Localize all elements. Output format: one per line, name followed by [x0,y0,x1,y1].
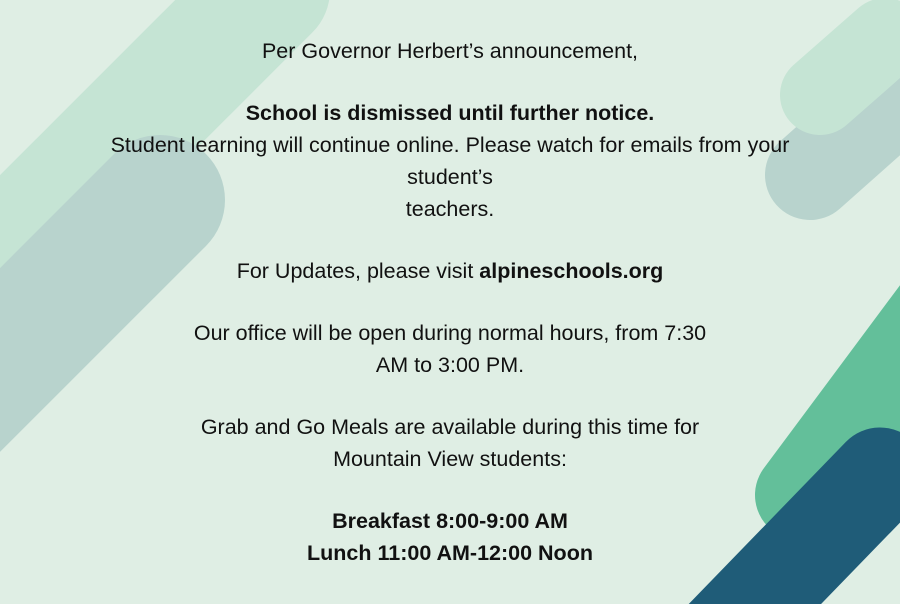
meals-text-line2: Mountain View students: [333,447,567,471]
breakfast-time: Breakfast 8:00-9:00 AM [332,509,568,533]
learning-text-line1: Student learning will continue online. Please watch for emails from your [110,133,790,157]
intro-text: Per Governor Herbert’s announcement, [261,39,639,63]
updates-link[interactable]: alpineschools.org [479,259,664,283]
updates-text [0,255,900,287]
updates-prefix: For Updates, please visit [236,259,480,283]
office-hours-line1: Our office will be open during normal hours, from 7:30 [193,321,707,345]
headline: School is dismissed until further notice. [245,101,655,125]
meals-text-line1: Grab and Go Meals are available during this time for [200,415,700,439]
learning-text-line2: student’s [407,165,493,189]
office-hours-line2: AM to 3:00 PM. [375,353,525,377]
learning-text-line3: teachers. [405,197,495,221]
lunch-time: Lunch 11:00 AM-12:00 Noon [307,541,593,565]
